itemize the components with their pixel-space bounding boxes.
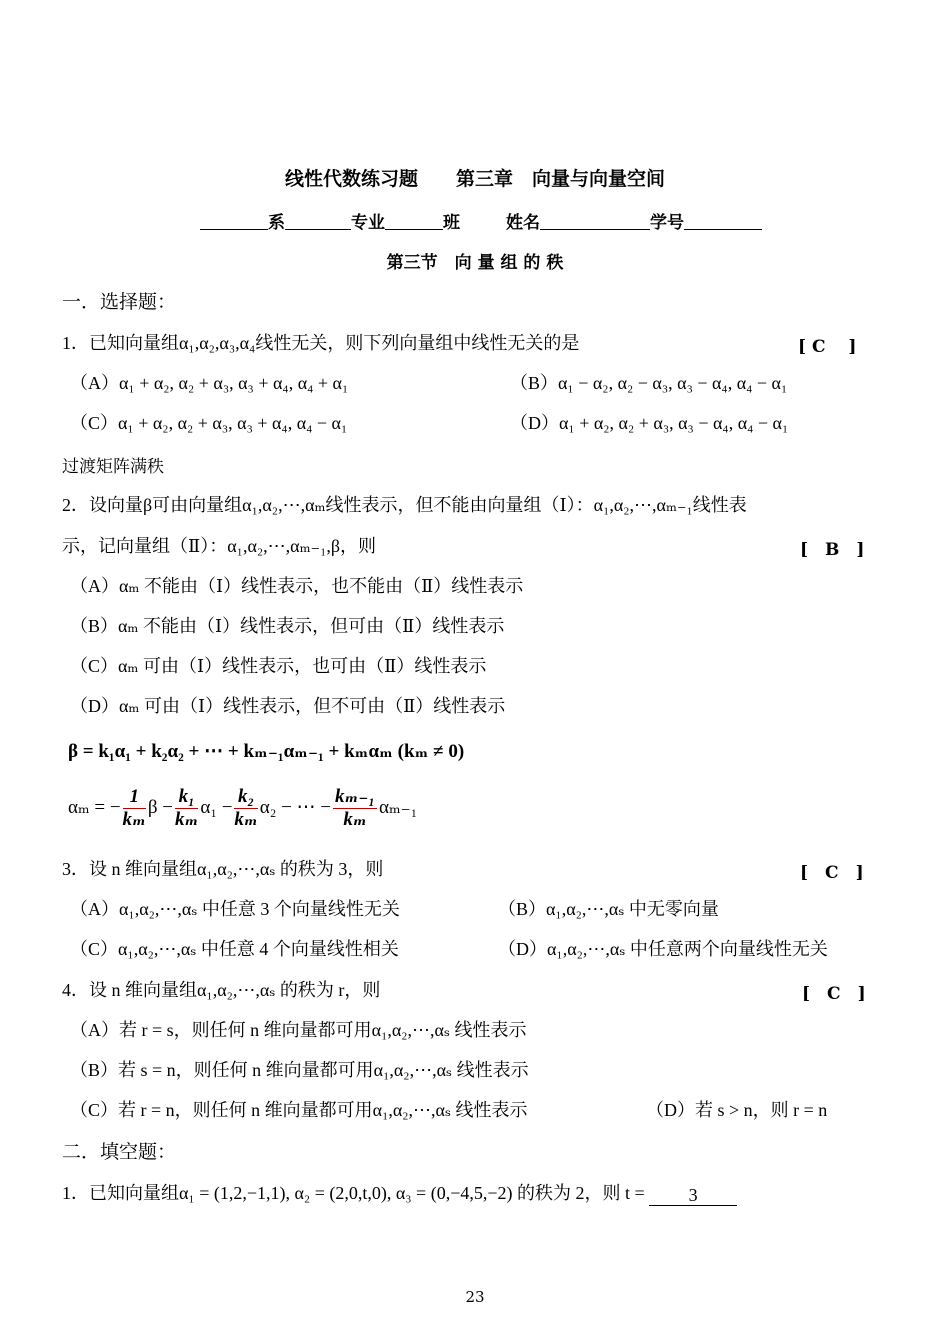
major-blank[interactable] — [285, 211, 351, 230]
q2-option-c: （C）αₘ 可由（Ⅰ）线性表示，也可由（Ⅱ）线性表示 — [70, 656, 487, 676]
q1-answer: [ C ] — [798, 337, 857, 357]
q1-option-a: （A）α₁ + α₂, α₂ + α₃, α₃ + α₄, α₄ + α₁ — [70, 373, 349, 393]
q3-option-d: （D）α₁,α₂,⋯,αₛ 中任意两个向量线性无关 — [498, 939, 828, 959]
q2-answer: [ B ] — [800, 540, 865, 560]
q1-note: 过渡矩阵满秩 — [62, 457, 164, 477]
q1-option-d: （D）α₁ + α₂, α₂ + α₃, α₃ − α₄, α₄ − α₁ — [510, 413, 789, 433]
section-title: 第三节 向 量 组 的 秩 — [386, 253, 564, 273]
q4-stem: 4．设 n 维向量组α₁,α₂,⋯,αₛ 的秩为 r，则 — [62, 980, 381, 1000]
eq2-frac-num-3: k₂ — [234, 786, 257, 809]
page-title: 线性代数练习题 第三章 向量与向量空间 — [284, 168, 665, 190]
q2-stem-line2: 示，记向量组（Ⅱ）：α₁,α₂,⋯,αₘ₋₁,β，则 — [62, 536, 377, 556]
q4-option-c: （C）若 r = n，则任何 n 维向量都可用α₁,α₂,⋯,αₛ 线性表示 — [70, 1100, 528, 1120]
label-major: 专业 — [351, 213, 385, 233]
q4-option-d: （D）若 s > n，则 r = n — [646, 1100, 828, 1120]
q3-option-b: （B）α₁,α₂,⋯,αₛ 中无零向量 — [498, 899, 719, 919]
name-blank[interactable] — [540, 211, 650, 230]
label-class: 班 — [443, 213, 460, 233]
q1-stem: 1．已知向量组α₁,α₂,α₃,α₄线性无关，则下列向量组中线性无关的是 — [62, 333, 580, 353]
q3-option-c: （C）α₁,α₂,⋯,αₛ 中任意 4 个向量线性相关 — [70, 939, 399, 959]
eq2-frac-den-1: kₘ — [122, 809, 146, 831]
q4-option-b: （B）若 s = n，则任何 n 维向量都可用α₁,α₂,⋯,αₛ 线性表示 — [70, 1060, 529, 1080]
part1-heading: 一．选择题： — [62, 291, 177, 313]
q2-option-d: （D）αₘ 可由（Ⅰ）线性表示，但不可由（Ⅱ）线性表示 — [70, 696, 506, 716]
label-name: 姓名 — [506, 213, 540, 233]
q2-equation-alpha — [68, 776, 417, 840]
q3-option-a: （A）α₁,α₂,⋯,αₛ 中任意 3 个向量线性无关 — [70, 899, 400, 919]
label-student-id: 学号 — [650, 213, 684, 233]
page-number: 23 — [465, 1288, 485, 1306]
q2-stem-line1: 2．设向量β可由向量组α₁,α₂,⋯,αₘ线性表示，但不能由向量组（Ⅰ）：α₁,α₂,⋯,αₘ₋₁线性表 — [62, 495, 747, 515]
eq2-beta-term: β − — [147, 797, 174, 818]
department-blank[interactable] — [200, 211, 268, 230]
q2-option-a: （A）αₘ 不能由（Ⅰ）线性表示，也不能由（Ⅱ）线性表示 — [70, 576, 524, 596]
label-department: 系 — [268, 213, 285, 233]
part2-heading: 二．填空题： — [62, 1141, 177, 1163]
eq2-alpha-m-1-term: αₘ₋₁ — [379, 797, 418, 818]
class-blank[interactable] — [385, 211, 443, 230]
eq2-alpha2-term: α₂ − ⋯ − — [259, 797, 332, 818]
fill1-answer-blank[interactable] — [649, 1185, 737, 1206]
student-info-line — [200, 211, 762, 234]
fill1-answer: 3 — [688, 1185, 698, 1205]
eq2-lhs: αₘ = − — [68, 797, 121, 818]
student-id-blank[interactable] — [684, 211, 762, 230]
q2-option-b: （B）αₘ 不能由（Ⅰ）线性表示，但可由（Ⅱ）线性表示 — [70, 616, 505, 636]
eq2-frac-num-4: kₘ₋₁ — [335, 786, 376, 808]
eq2-frac-den-4: kₘ — [343, 809, 367, 831]
q1-option-c: （C）α₁ + α₂, α₂ + α₃, α₃ + α₄, α₄ − α₁ — [70, 413, 348, 433]
eq2-frac-den-2: kₘ — [175, 809, 199, 831]
q1-option-b: （B）α₁ − α₂, α₂ − α₃, α₃ − α₄, α₄ − α₁ — [510, 373, 788, 393]
q2-equation-beta: β = k₁α₁ + k₂α₂ + ⋯ + kₘ₋₁αₘ₋₁ + kₘαₘ (kₘ ≠ 0) — [68, 741, 465, 762]
q4-answer: [ C ] — [802, 984, 866, 1004]
q3-stem: 3．设 n 维向量组α₁,α₂,⋯,αₛ 的秩为 3，则 — [62, 859, 384, 879]
fill1-stem — [62, 1182, 737, 1206]
eq2-frac-num-1: 1 — [123, 786, 146, 809]
eq2-frac-num-2: k₁ — [175, 786, 198, 809]
fill1-text: 1．已知向量组α₁ = (1,2,−1,1), α₂ = (2,0,t,0), α₃ = (0,−4,5,−2) 的秩为 2，则 t = — [62, 1183, 645, 1203]
q3-answer: [ C ] — [800, 863, 864, 883]
eq2-frac-den-3: kₘ — [234, 809, 258, 831]
q4-option-a: （A）若 r = s，则任何 n 维向量都可用α₁,α₂,⋯,αₛ 线性表示 — [70, 1020, 527, 1040]
eq2-alpha1-term: α₁ − — [200, 797, 233, 818]
